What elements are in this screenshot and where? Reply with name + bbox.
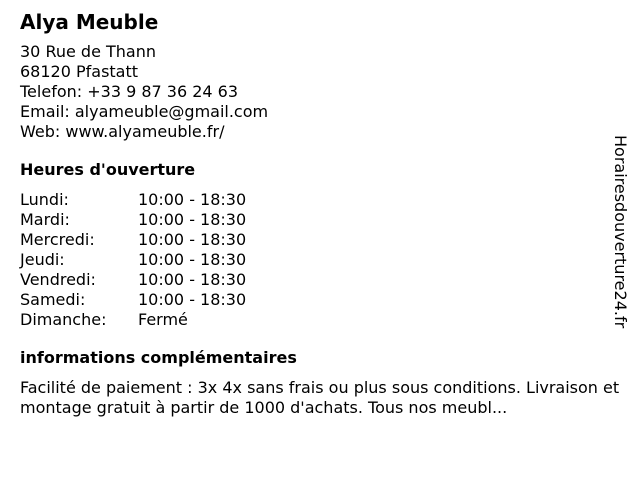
hours-day: Lundi: — [20, 190, 69, 209]
hours-row-thursday — [20, 250, 620, 270]
hours-time: Fermé — [138, 310, 188, 329]
opening-hours-table — [20, 190, 620, 330]
hours-time: 10:00 - 18:30 — [138, 230, 247, 249]
hours-day: Jeudi: — [20, 250, 65, 269]
business-name: Alya Meuble — [20, 10, 159, 34]
hours-row-monday — [20, 190, 620, 210]
hours-row-wednesday — [20, 230, 620, 250]
hours-day: Vendredi: — [20, 270, 96, 289]
business-card — [20, 8, 620, 418]
hours-time: 10:00 - 18:30 — [138, 270, 247, 289]
hours-time: 10:00 - 18:30 — [138, 210, 247, 229]
address-city: 68120 Pfastatt — [20, 62, 139, 81]
hours-row-tuesday — [20, 210, 620, 230]
phone-number[interactable]: Telefon: +33 9 87 36 24 63 — [20, 82, 239, 101]
hours-time: 10:00 - 18:30 — [138, 250, 247, 269]
additional-info-heading: informations complémentaires — [20, 348, 297, 367]
hours-row-saturday — [20, 290, 620, 310]
hours-day: Dimanche: — [20, 310, 107, 329]
hours-day: Samedi: — [20, 290, 86, 309]
opening-hours-heading: Heures d'ouverture — [20, 160, 196, 179]
hours-time: 10:00 - 18:30 — [138, 190, 247, 209]
hours-row-sunday — [20, 310, 620, 330]
hours-row-friday — [20, 270, 620, 290]
address-street: 30 Rue de Thann — [20, 42, 156, 61]
hours-time: 10:00 - 18:30 — [138, 290, 247, 309]
additional-info-text: Facilité de paiement : 3x 4x sans frais ou plus sous conditions. Livraison et montage gratuit à partir de 1000 d'achats. Tous nos meubl... — [20, 378, 620, 417]
email-address[interactable]: Email: alyameuble@gmail.com — [20, 102, 269, 121]
website-link[interactable]: Web: www.alyameuble.fr/ — [20, 122, 225, 141]
hours-day: Mardi: — [20, 210, 70, 229]
site-watermark: Horairesdouverture24.fr — [611, 135, 630, 329]
hours-day: Mercredi: — [20, 230, 95, 249]
